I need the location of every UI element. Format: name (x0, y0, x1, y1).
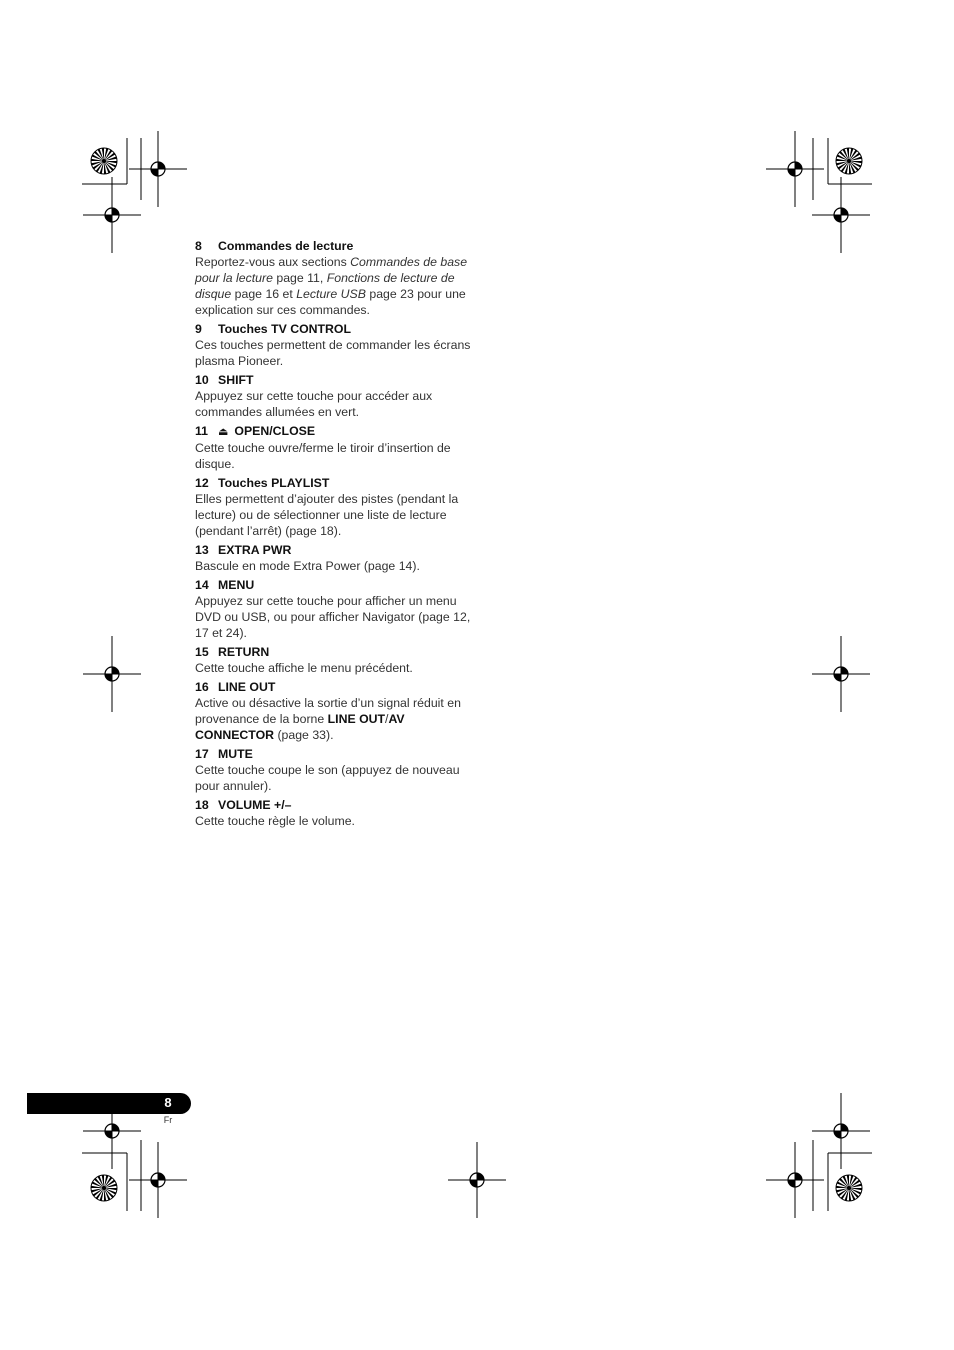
crosshair-icon (129, 131, 187, 207)
crosshair-icon (83, 636, 141, 712)
entry-title: Touches PLAYLIST (218, 476, 330, 490)
starburst-icon (836, 1175, 862, 1201)
entry-number: 8 (195, 239, 202, 253)
key-descriptions (195, 238, 475, 832)
description-text: Active ou désactive la sortie d’un signal réduit en provenance de la borne (195, 696, 461, 726)
entry-18 (195, 797, 475, 829)
description-text: page 11, (272, 271, 327, 285)
entry-10 (195, 372, 475, 420)
crosshair-icon (129, 1142, 187, 1218)
description-text: Bascule en mode Extra Power (page 14). (195, 559, 420, 573)
entry-number: 16 (195, 680, 209, 694)
crosshair-icon (766, 1142, 824, 1218)
entry-title: Commandes de lecture (218, 239, 354, 253)
description-text: Cette touche ouvre/ferme le tiroir d’insertion de disque. (195, 441, 451, 471)
entry-9 (195, 321, 475, 369)
entry-title: RETURN (218, 645, 270, 659)
entry-title: OPEN/CLOSE (234, 424, 316, 438)
crosshair-icon (766, 131, 824, 207)
entry-description (195, 440, 475, 472)
entry-number: 10 (195, 373, 209, 387)
entry-number: 11 (195, 424, 208, 438)
crosshair-icon (812, 636, 870, 712)
entry-title: MUTE (218, 747, 253, 761)
starburst-icon (91, 1175, 117, 1201)
entry-8 (195, 238, 475, 318)
description-text: (page 33). (274, 728, 334, 742)
entry-number: 9 (195, 322, 202, 336)
entry-description (195, 491, 475, 539)
crosshair-icon (448, 1142, 506, 1218)
entry-number: 18 (195, 798, 209, 812)
entry-heading (195, 423, 475, 440)
entry-heading (195, 797, 475, 813)
entry-title: MENU (218, 578, 255, 592)
description-text: LINE OUT (327, 712, 386, 726)
language-code: Fr (163, 1115, 173, 1125)
entry-title: VOLUME +/– (218, 798, 292, 812)
entry-heading (195, 746, 475, 762)
entry-16 (195, 679, 475, 743)
starburst-icon (91, 148, 117, 174)
entry-12 (195, 475, 475, 539)
description-text: page 23 pour une explication sur ces commandes. (195, 287, 466, 317)
entry-heading (195, 475, 475, 491)
entry-description (195, 558, 475, 574)
entry-description (195, 695, 475, 743)
entry-title: LINE OUT (218, 680, 276, 694)
page-number: 8 (164, 1095, 172, 1110)
entry-14 (195, 577, 475, 641)
crosshair-icon (812, 1093, 870, 1169)
description-text: Cette touche affiche le menu précédent. (195, 661, 413, 675)
entry-15 (195, 644, 475, 676)
entry-description (195, 388, 475, 420)
entry-number: 14 (195, 578, 209, 592)
entry-description (195, 813, 475, 829)
entry-description (195, 660, 475, 676)
entry-number: 13 (195, 543, 209, 557)
entry-11 (195, 423, 475, 472)
entry-description (195, 254, 475, 318)
description-text: Reportez-vous aux sections (195, 255, 351, 269)
description-text: Elles permettent d’ajouter des pistes (pendant la lecture) ou de sélectionner une liste de lecture (pendant l’arrêt) (page 18). (195, 492, 459, 538)
entry-heading (195, 542, 475, 558)
eject-icon: ⏏ (218, 426, 229, 438)
entry-heading (195, 321, 475, 337)
description-text: Ces touches permettent de commander les écrans plasma Pioneer. (195, 338, 471, 368)
description-text: Fonctions de lecture de disque (195, 271, 455, 301)
entry-heading (195, 644, 475, 660)
crosshair-icon (83, 177, 141, 253)
entry-number: 12 (195, 476, 209, 490)
description-text: page 16 et (231, 287, 297, 301)
entry-heading (195, 372, 475, 388)
description-text: Cette touche coupe le son (appuyez de nouveau pour annuler). (195, 763, 460, 793)
entry-description (195, 337, 475, 369)
description-text: / (385, 712, 389, 726)
entry-number: 15 (195, 645, 209, 659)
entry-number: 17 (195, 747, 209, 761)
description-text: Appuyez sur cette touche pour afficher un menu DVD ou USB, ou pour afficher Navigator (page 12, 17 et 24). (195, 594, 471, 640)
entry-heading (195, 679, 475, 695)
description-text: Lecture USB (296, 287, 366, 301)
entry-title: SHIFT (218, 373, 254, 387)
entry-13 (195, 542, 475, 574)
entry-title: Touches TV CONTROL (218, 322, 351, 336)
description-text: AV CONNECTOR (195, 712, 405, 742)
entry-description (195, 762, 475, 794)
entry-heading (195, 238, 475, 254)
entry-17 (195, 746, 475, 794)
description-text: Commandes de base pour la lecture (195, 255, 468, 285)
entry-description (195, 593, 475, 641)
entry-title: EXTRA PWR (218, 543, 292, 557)
starburst-icon (836, 148, 862, 174)
description-text: Appuyez sur cette touche pour accéder aux commandes allumées en vert. (195, 389, 433, 419)
entry-heading (195, 577, 475, 593)
crosshair-icon (812, 177, 870, 253)
description-text: Cette touche règle le volume. (195, 814, 355, 828)
